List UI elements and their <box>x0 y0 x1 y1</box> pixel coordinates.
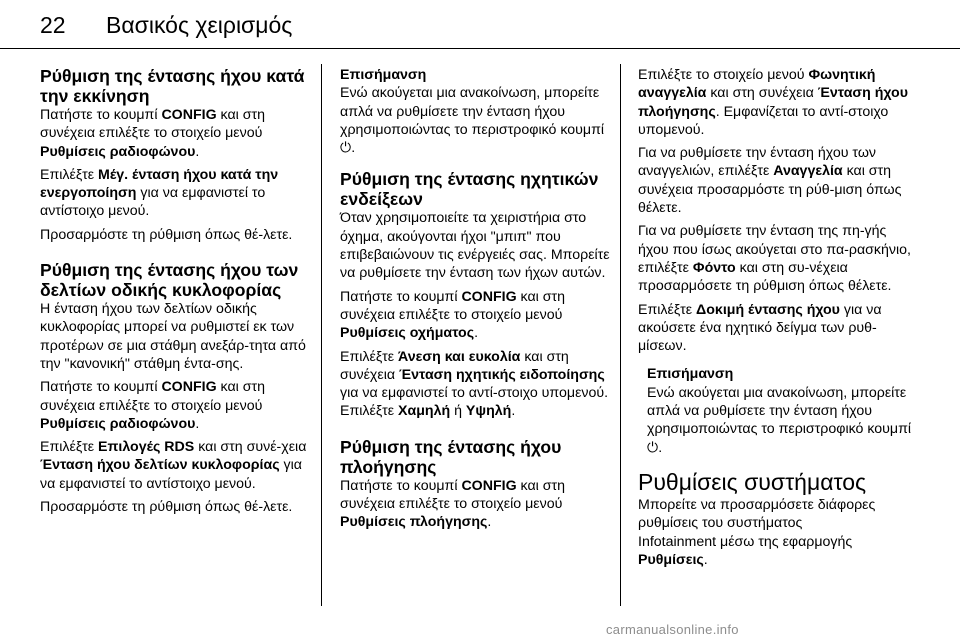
menu-item-ref: Ένταση ήχου δελτίων κυκλοφορίας <box>40 457 280 474</box>
menu-item-ref: Δοκιμή έντασης ήχου <box>696 301 840 318</box>
column-divider-2 <box>620 64 621 606</box>
column-3 <box>638 66 912 585</box>
option-high: Υψηλή <box>465 403 512 420</box>
paragraph: Προσαρμόστε τη ρύθμιση όπως θέ-λετε. <box>40 499 293 516</box>
section-system-settings <box>638 469 912 569</box>
watermark: carmanualsonline.info <box>606 622 739 637</box>
menu-item-ref: Μέγ. ένταση ήχου κατά την ενεργοποίηση <box>40 166 279 202</box>
note-box <box>340 66 614 157</box>
section-heading: Ρύθμιση της έντασης ήχου των δελτίων οδικής κυκλοφορίας <box>40 260 299 301</box>
paragraph: Για να ρυθμίσετε την ένταση της πη-γής ήχου που ίσως ακούγεται στο πα-ρασκήνιο, επιλέξτε Φόντο και στη συ-νέχεια προσαρμόσετε τη ρύθμιση όπως θέλετε. <box>638 223 911 295</box>
page-title: Βασικός χειρισμός <box>106 12 293 38</box>
paragraph: Η ένταση ήχου των δελτίων οδικής κυκλοφορίας μπορεί να ρυθμιστεί εκ των προτέρων σε μια στάθμη ανεξάρ-τητα από την "κανονική" στάθμη έντα-σης. <box>40 301 306 372</box>
paragraph: Επιλέξτε Επιλογές RDS και στη συνέ-χεια Ένταση ήχου δελτίων κυκλοφορίας για να εμφανιστεί το αντίστοιχο μενού. <box>40 439 307 492</box>
menu-item-ref: Άνεση και ευκολία <box>398 348 521 365</box>
section-startup-volume <box>40 66 314 244</box>
menu-item-ref: Φωνητική αναγγελία <box>638 67 876 102</box>
section-traffic-volume <box>40 260 314 516</box>
section-heading: Ρύθμιση της έντασης ηχητικών ενδείξεων <box>340 169 599 210</box>
menu-item-ref: Ένταση ηχητικής ειδοποίησης <box>399 366 605 383</box>
header-rule <box>0 48 960 49</box>
note-text: Ενώ ακούγεται μια ανακοίνωση, μπορείτε απλά να ρυθμίσετε την ένταση ήχου χρησιμοποιώντας το περιστροφικό κουμπί ⏻. <box>340 85 605 157</box>
paragraph: Επιλέξτε Δοκιμή έντασης ήχου για να ακούσετε ένα ηχητικό δείγμα των ρυθ-μίσεων. <box>638 301 882 355</box>
section-heading: Ρύθμιση της έντασης ήχου κατά την εκκίνηση <box>40 66 305 106</box>
paragraph: Προσαρμόστε τη ρύθμιση όπως θέ-λετε. <box>40 226 293 243</box>
section-beep-volume <box>340 169 614 420</box>
paragraph: Επιλέξτε Μέγ. ένταση ήχου κατά την ενεργοποίηση για να εμφανιστεί το αντίστοιχο μενού. <box>40 166 279 220</box>
menu-item-ref: Ρυθμίσεις <box>638 551 704 568</box>
option-low: Χαμηλή <box>398 403 451 420</box>
paragraph: Όταν χρησιμοποιείτε τα χειριστήρια στο όχημα, ακούγονται ήχοι "μπιπ" που επιβεβαιώνουν τις ενέργειές σας. Μπορείτε να ρυθμίσετε την ένταση των ήχων αυτών. <box>340 210 610 282</box>
page-header <box>0 0 960 50</box>
note-title: Επισήμανση <box>647 366 734 383</box>
menu-item-ref: Φόντο <box>692 259 736 276</box>
paragraph: Επιλέξτε το στοιχείο μενού Φωνητική αναγγελία και στη συνέχεια Ένταση ήχου πλοήγησης. Εμφανίζεται το αντί-στοιχο υπομενού. <box>638 67 908 138</box>
note-box <box>638 365 912 456</box>
paragraph: Επιλέξτε Άνεση και ευκολία και στη συνέχεια Ένταση ηχητικής ειδοποίησης για να εμφανιστεί το αντί-στοιχο υπομενού. Επιλέξτε Χαμηλή ή Υψηλή. <box>340 348 609 420</box>
config-button-ref: CONFIG <box>461 477 517 494</box>
paragraph: Πατήστε το κουμπί CONFIG και στη συνέχεια επιλέξτε το στοιχείο μενού Ρυθμίσεις οχήματος. <box>340 288 566 342</box>
config-button-ref: CONFIG <box>161 107 217 123</box>
section-navigation-volume <box>340 437 614 532</box>
menu-item-ref: Ρυθμίσεις πλοήγησης <box>340 514 488 531</box>
menu-item-ref: Ένταση ήχου πλοήγησης <box>638 85 908 120</box>
section-heading: Ρύθμιση της έντασης ήχου πλοήγησης <box>340 436 562 477</box>
paragraph: Πατήστε το κουμπί CONFIG και στη συνέχεια επιλέξτε το στοιχείο μενού Ρυθμίσεις πλοήγησης. <box>340 477 566 531</box>
paragraph: Πατήστε το κουμπί CONFIG και στη συνέχεια επιλέξτε το στοιχείο μενού Ρυθμίσεις ραδιοφώνου. <box>40 107 266 160</box>
paragraph: Μπορείτε να προσαρμόσετε διάφορες ρυθμίσεις του συστήματος <box>638 496 876 532</box>
paragraph: Ρυθμίσεις. <box>638 551 708 568</box>
chapter-heading: Ρυθμίσεις συστήματος <box>638 468 867 495</box>
column-2 <box>340 66 614 548</box>
menu-item-ref: Ρυθμίσεις ραδιοφώνου <box>40 143 196 160</box>
config-button-ref: CONFIG <box>461 288 517 305</box>
menu-item-ref: Ρυθμίσεις οχήματος <box>340 325 475 342</box>
menu-item-ref: Ρυθμίσεις ραδιοφώνου <box>40 415 196 432</box>
paragraph: Πατήστε το κουμπί CONFIG και στη συνέχεια επιλέξτε το στοιχείο μενού Ρυθμίσεις ραδιοφώνου. <box>40 379 266 432</box>
note-text: Ενώ ακούγεται μια ανακοίνωση, μπορείτε απλά να ρυθμίσετε την ένταση ήχου χρησιμοποιώντας το περιστροφικό κουμπί ⏻. <box>647 384 912 456</box>
menu-item-ref: Αναγγελία <box>773 163 843 180</box>
config-button-ref: CONFIG <box>161 379 217 396</box>
column-divider-1 <box>321 64 322 606</box>
paragraph: Για να ρυθμίσετε την ένταση ήχου των αναγγελιών, επιλέξτε Αναγγελία και στη συνέχεια προσαρμόστε τη ρύθ-μιση όπως θέλετε. <box>638 145 902 217</box>
page-number: 22 <box>40 12 66 38</box>
menu-item-ref: Επιλογές RDS <box>98 439 195 456</box>
paragraph: Infotainment μέσω της εφαρμογής <box>638 533 853 550</box>
column-1 <box>40 66 314 532</box>
note-title: Επισήμανση <box>340 67 427 83</box>
